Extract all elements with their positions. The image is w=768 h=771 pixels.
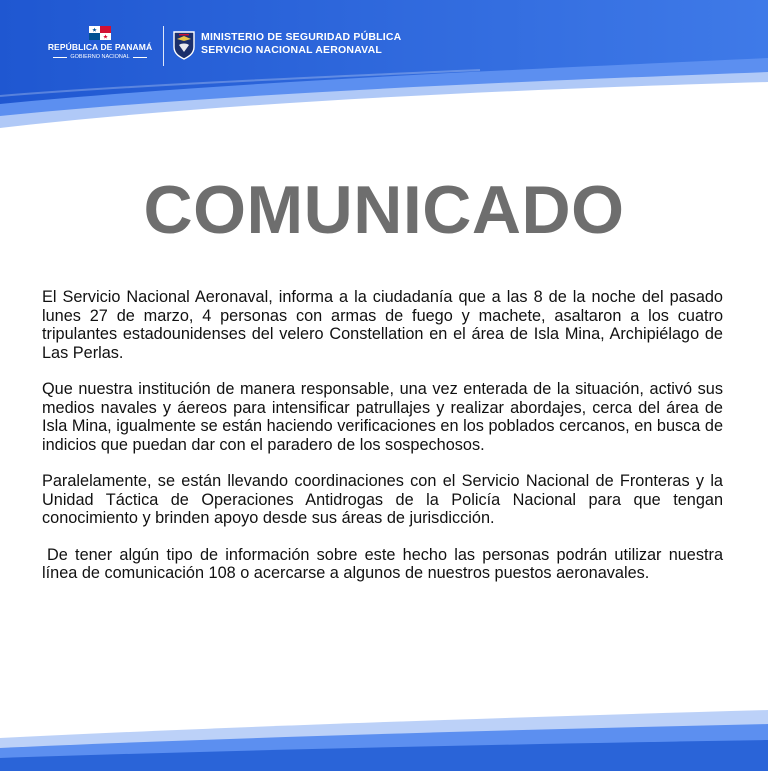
paragraph-1: El Servicio Nacional Aeronaval, informa a la ciudadanía que a las 8 de la noche del pasado lunes 27 de marzo, 4 personas con armas de fuego y machete, asaltaron a los cuatro tripulantes estadounidenses del velero Constellation en el área de Isla Mina, Archipiélago de Las Perlas. [42,288,723,362]
republic-name: REPÚBLICA DE PANAMÁ [47,42,153,52]
paragraph-4: De tener algún tipo de información sobre este hecho las personas podrán utilizar nuestra línea de comunicación 108 o acercarse a algunos de nuestros puestos aeronavales. [42,545,723,582]
communique-body [42,288,723,601]
paragraph-2: Que nuestra institución de manera responsable, una vez enterada de la situación, activó sus medios navales y áereos para intensificar patrullajes y realizar abordajes, cerca del área de Isla Mina, igualmente se están haciendo verificaciones en los poblados cercanos, en busca de indicios que puedan dar con el paradero de los sospechosos. [42,380,723,454]
ministry-line-1: MINISTERIO DE SEGURIDAD PÚBLICA [201,31,402,43]
government-text: GOBIERNO NACIONAL [70,54,130,60]
government-label [40,54,160,60]
page-title: COMUNICADO [143,172,625,248]
panama-flag-icon [89,26,111,40]
ministry-line-2: SERVICIO NACIONAL AERONAVAL [201,44,382,56]
paragraph-3: Paralelamente, se están llevando coordinaciones con el Servicio Nacional de Fronteras y la Unidad Táctica de Operaciones Antidrogas de la Policía Nacional para que tengan conocimiento y brinden apoyo desde sus áreas de jurisdicción. [42,472,723,527]
logo-divider [163,26,164,66]
divider [133,57,147,58]
header-banner [0,0,768,140]
panama-government-logo [40,26,160,66]
footer-banner [0,690,768,771]
senan-emblem-icon [172,30,196,60]
divider [53,57,67,58]
ministry-name [201,31,401,57]
